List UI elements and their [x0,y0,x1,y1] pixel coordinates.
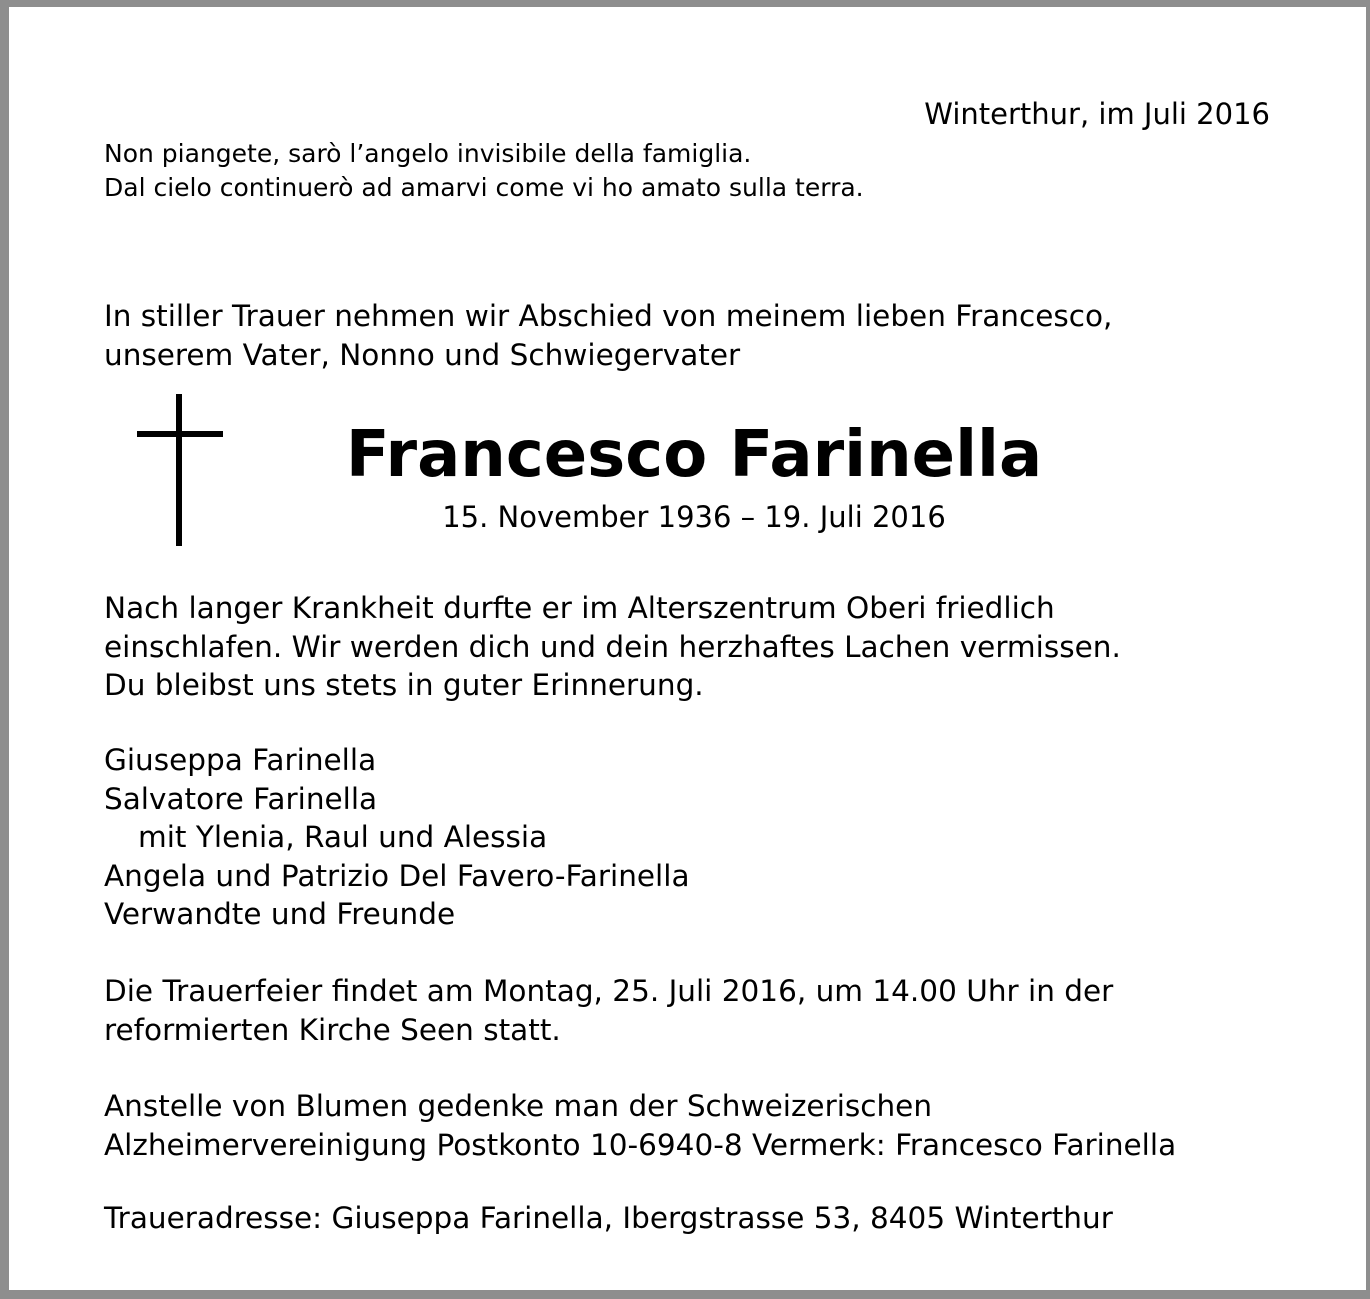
message-line: einschlafen. Wir werden dich und dein herzhaftes Lachen vermissen. [104,629,1121,664]
message-paragraph [104,589,1121,705]
mourning-address: Traueradresse: Giuseppa Farinella, Ibergstrasse 53, 8405 Winterthur [104,1201,1113,1235]
motto-line: Dal cielo continuerò ad amarvi come vi ho amato sulla terra. [104,173,864,202]
service-paragraph [104,972,1113,1049]
mourner-name: Salvatore Farinella [104,781,378,816]
italian-motto [104,137,864,205]
donation-line: Alzheimervereinigung Postkonto 10-6940-8 Vermerk: Francesco Farinella [104,1127,1177,1162]
mourners-list [104,741,690,934]
motto-line: Non piangete, sarò l’angelo invisibile della famiglia. [104,139,752,168]
intro-line: unserem Vater, Nonno und Schwiegervater [104,337,741,372]
donation-paragraph [104,1087,1176,1164]
donation-line: Anstelle von Blumen gedenke man der Schweizerischen [104,1089,933,1123]
life-dates: 15. November 1936 – 19. Juli 2016 [442,500,946,534]
mourner-name: Angela und Patrizio Del Favero-Farinella [104,858,690,893]
mourner-name: Verwandte und Freunde [104,897,456,931]
message-line: Nach langer Krankheit durfte er im Alterszentrum Oberi friedlich [104,591,1055,625]
intro-line: In stiller Trauer nehmen wir Abschied von meinem lieben Francesco, [104,299,1113,333]
mourner-name: Giuseppa Farinella [104,743,377,777]
service-line: Die Trauerfeier findet am Montag, 25. Juli 2016, um 14.00 Uhr in der [104,974,1114,1008]
place-date: Winterthur, im Juli 2016 [924,97,1270,131]
deceased-name: Francesco Farinella [345,418,1043,492]
service-line: reformierten Kirche Seen statt. [104,1012,561,1047]
intro-text [104,297,1112,374]
mourner-name: mit Ylenia, Raul und Alessia [138,820,548,854]
message-line: Du bleibst uns stets in guter Erinnerung. [104,668,704,702]
